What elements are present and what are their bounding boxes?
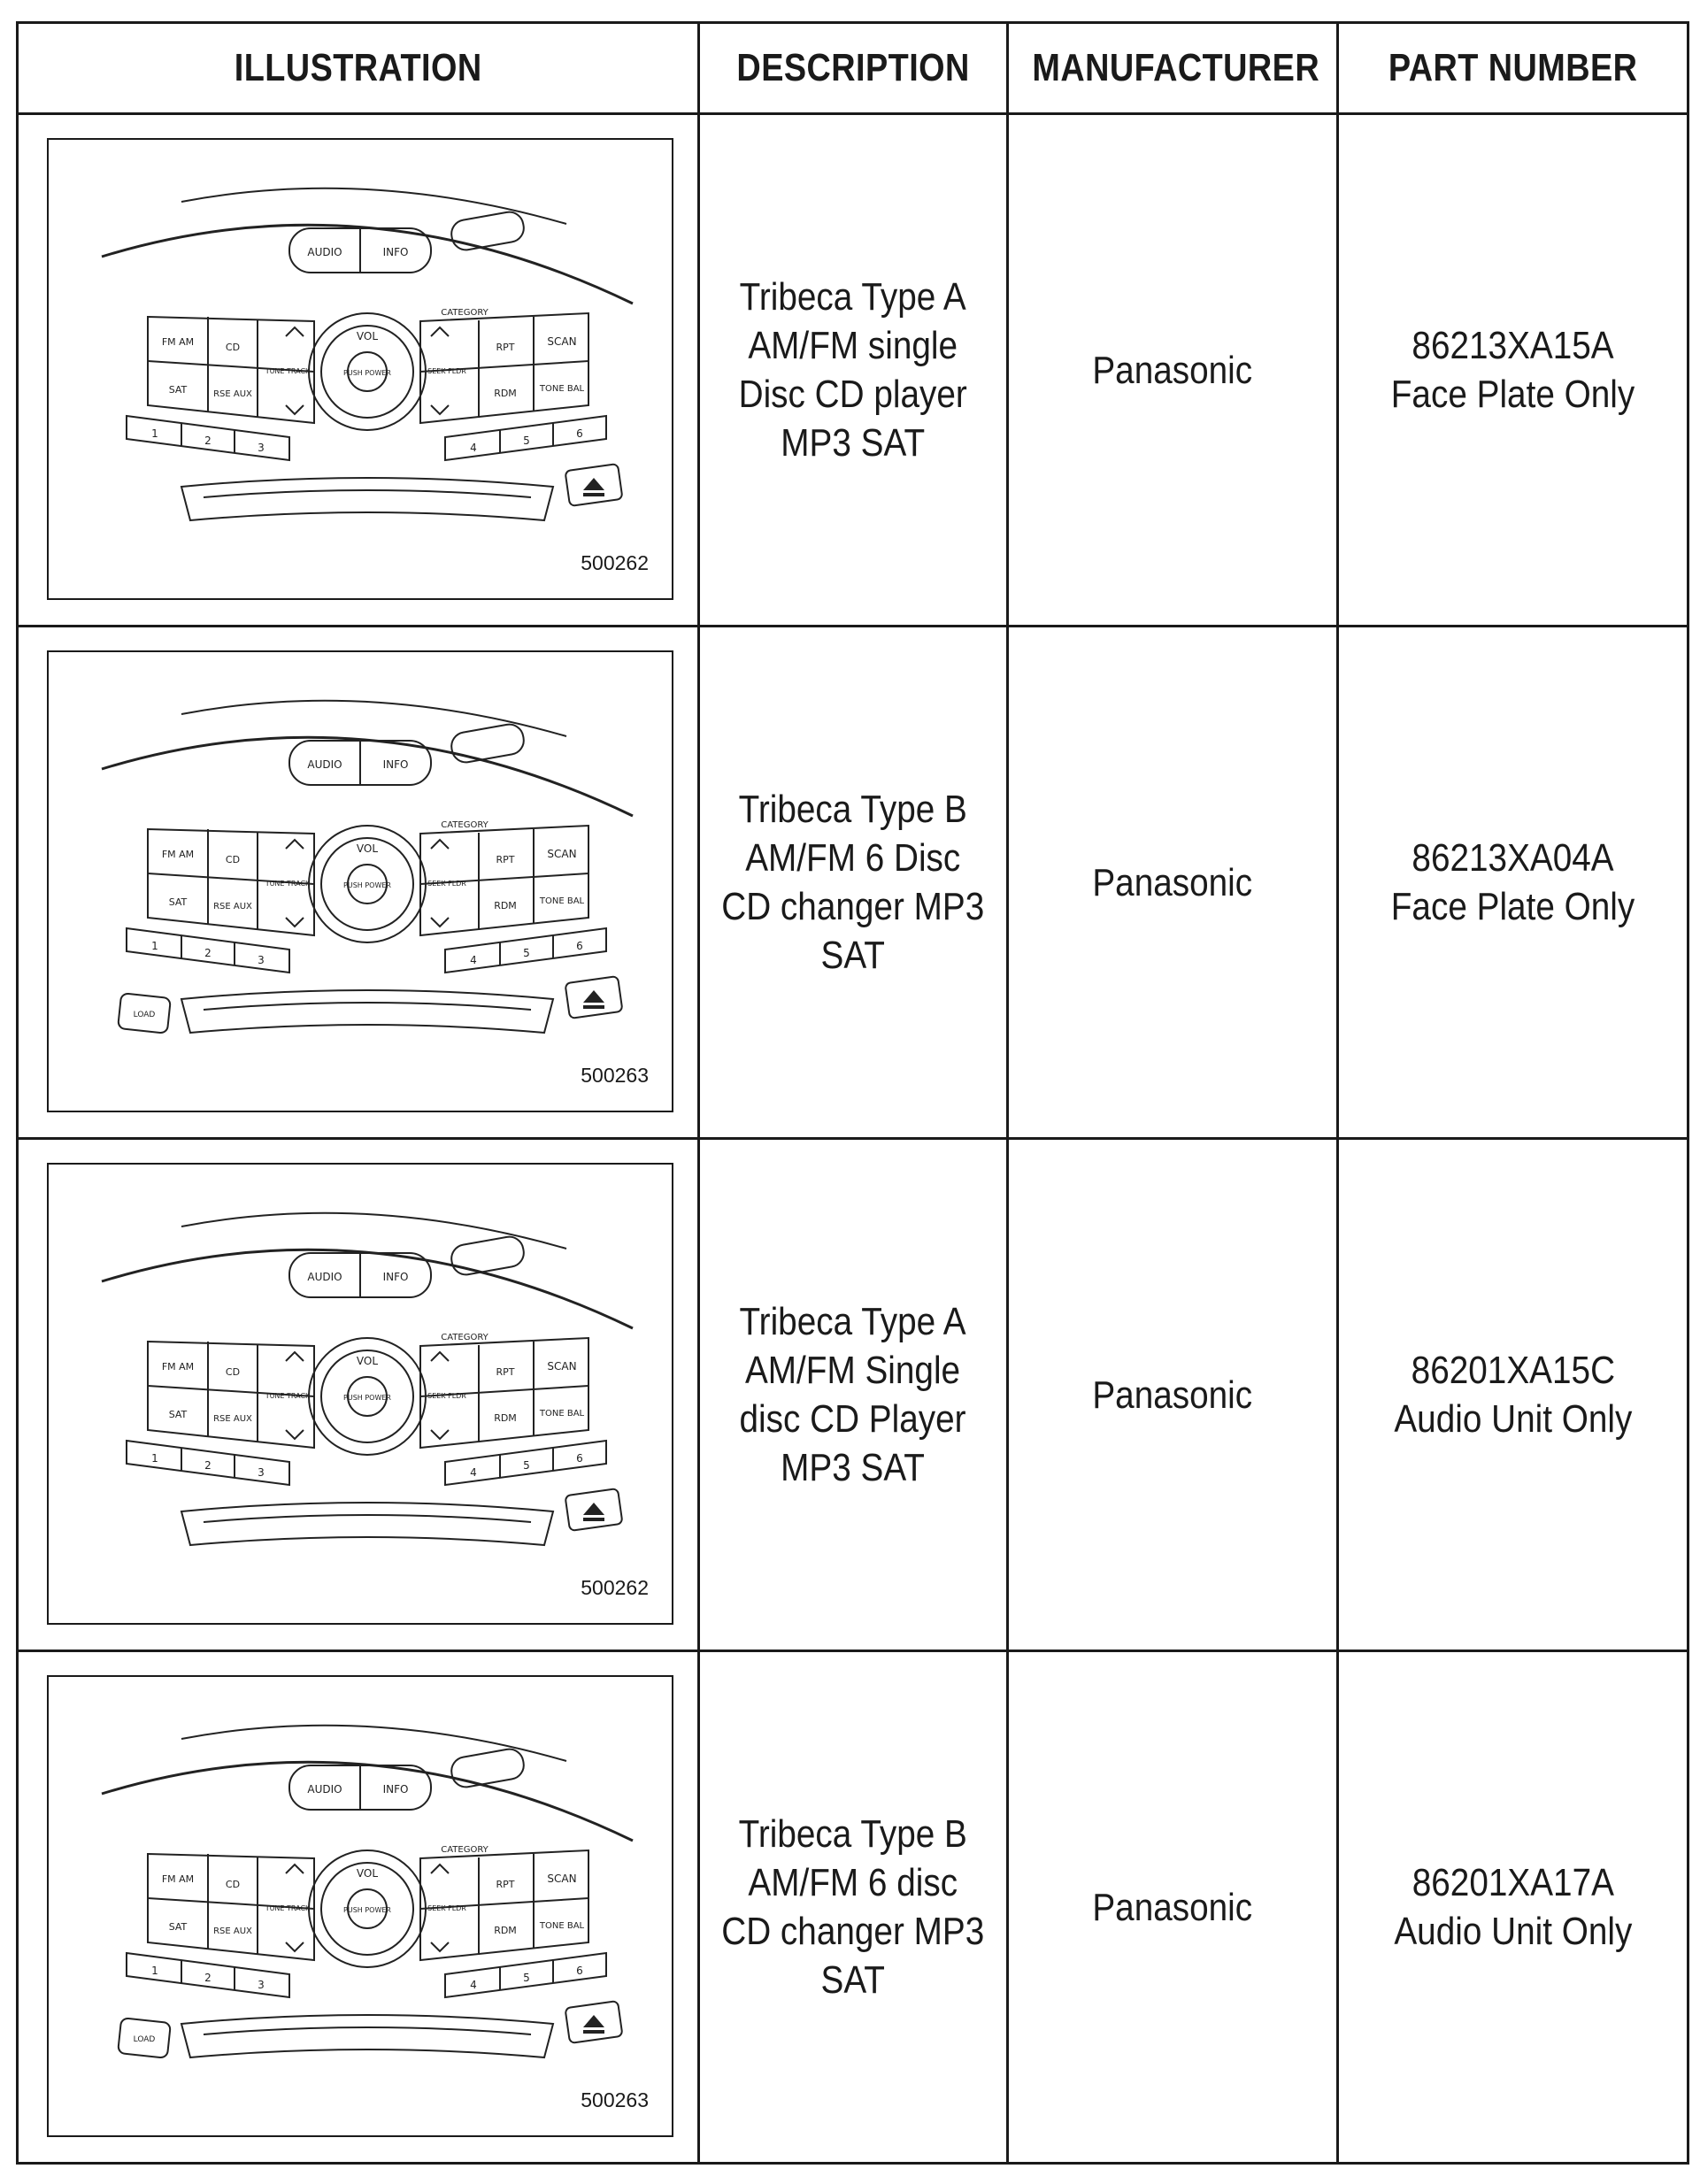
cd-button-label: CD (225, 1879, 241, 1890)
illustration-frame (47, 1675, 673, 2137)
scan-button-label: SCAN (547, 1360, 577, 1373)
push-power-label: PUSH POWER (343, 369, 391, 377)
description-line: CD changer MP3 (721, 1910, 985, 1953)
cd-button-label: CD (225, 1366, 241, 1378)
fm-am-button-label: FM AM (161, 1873, 195, 1885)
illustration-cell (18, 1651, 699, 2164)
category-label: CATEGORY (441, 308, 488, 318)
vol-label: VOL (356, 842, 379, 855)
rse-aux-button-label: RSE AUX (213, 389, 252, 399)
cd-button-label: CD (225, 854, 241, 865)
preset-2-label: 2 (204, 434, 212, 447)
description-line: AM/FM 6 Disc (745, 836, 961, 880)
category-label: CATEGORY (441, 1845, 488, 1855)
manufacturer-text: Panasonic (1092, 348, 1253, 392)
preset-1-label: 1 (151, 1965, 158, 1977)
description-line: AM/FM single (748, 324, 958, 367)
rse-aux-button-label: RSE AUX (213, 902, 252, 911)
preset-4-label: 4 (470, 954, 477, 966)
rpt-button-label: RPT (496, 854, 515, 865)
description-line: disc CD Player (739, 1397, 967, 1441)
preset-2-label: 2 (204, 947, 212, 959)
description-line: CD changer MP3 (721, 885, 985, 928)
audio-button-label: AUDIO (307, 1783, 342, 1796)
vol-label: VOL (356, 1867, 379, 1880)
header-illustration: ILLUSTRATION (18, 23, 699, 114)
push-power-label: PUSH POWER (343, 1906, 391, 1914)
preset-1-label: 1 (151, 940, 158, 952)
preset-4-label: 4 (470, 1466, 477, 1479)
info-button-label: INFO (382, 758, 409, 771)
tune-track-label: TUNE TRACK (265, 1904, 311, 1912)
preset-5-label: 5 (523, 1972, 530, 1984)
tune-track-label: TUNE TRACK (265, 880, 311, 888)
manufacturer-cell (1008, 114, 1338, 627)
header-manufacturer: MANUFACTURER (1008, 23, 1338, 114)
header-description: DESCRIPTION (699, 23, 1008, 114)
description-line: MP3 SAT (781, 421, 926, 465)
illustration-frame (47, 138, 673, 600)
radio-faceplate-illustration (49, 1677, 671, 2134)
preset-6-label: 6 (576, 940, 583, 952)
part-number: 86213XA04A (1412, 836, 1614, 880)
table-row (18, 1651, 1688, 2164)
scan-button-label: SCAN (547, 1873, 577, 1885)
part-number: 86213XA15A (1412, 324, 1614, 367)
description-line: Tribeca Type A (739, 275, 967, 319)
load-button-label: LOAD (133, 2035, 156, 2044)
part-number-cell (1338, 1651, 1688, 2164)
preset-6-label: 6 (576, 1452, 583, 1465)
preset-3-label: 3 (258, 442, 265, 454)
rdm-button-label: RDM (494, 388, 517, 399)
figure-number: 500262 (581, 551, 649, 574)
description-cell (699, 114, 1008, 627)
manufacturer-text: Panasonic (1092, 1373, 1253, 1417)
sat-button-label: SAT (168, 384, 188, 396)
preset-4-label: 4 (470, 1979, 477, 1991)
part-number-note: Face Plate Only (1390, 885, 1635, 928)
header-part-number: PART NUMBER (1338, 23, 1688, 114)
vol-label: VOL (356, 330, 379, 342)
fm-am-button-label: FM AM (161, 849, 195, 860)
header-row (18, 23, 1688, 114)
tune-track-label: TUNE TRACK (265, 1392, 311, 1400)
manufacturer-text: Panasonic (1092, 860, 1253, 904)
figure-number: 500263 (581, 1064, 649, 1087)
rdm-button-label: RDM (494, 1412, 517, 1424)
radio-faceplate-illustration: AUDIO INFO CATEGORY FM AM CD SAT RSE AUX TUNE TRACK SEEK FLDR VOL PUSH POWER RPT SCAN RDM TONE BAL 1 2 3 4 5 6 LOAD (49, 1165, 671, 1622)
preset-2-label: 2 (204, 1459, 212, 1472)
description-line: SAT (820, 934, 886, 977)
figure-number: 500262 (581, 1576, 649, 1599)
load-button-group (118, 993, 171, 1034)
info-button-label: INFO (382, 1271, 409, 1283)
manufacturer-text: Panasonic (1092, 1885, 1253, 1929)
tone-bal-button-label: TONE BAL (539, 896, 585, 906)
preset-6-label: 6 (576, 427, 583, 440)
sat-button-label: SAT (168, 1921, 188, 1933)
radio-faceplate-illustration (49, 652, 671, 1110)
category-label: CATEGORY (441, 820, 488, 830)
illustration-frame (47, 650, 673, 1112)
info-button-label: INFO (382, 1783, 409, 1796)
part-number-note: Face Plate Only (1390, 373, 1635, 416)
preset-1-label: 1 (151, 1452, 158, 1465)
preset-5-label: 5 (523, 1459, 530, 1472)
parts-table (16, 21, 1689, 2165)
tone-bal-button-label: TONE BAL (539, 1409, 585, 1419)
illustration-cell (18, 1139, 699, 1651)
scan-button-label: SCAN (547, 335, 577, 348)
description-cell (699, 1651, 1008, 2164)
table-body (18, 114, 1688, 2164)
manufacturer-cell (1008, 1651, 1338, 2164)
seek-fldr-label: SEEK FLDR (427, 1904, 466, 1912)
preset-1-label: 1 (151, 427, 158, 440)
part-number-cell (1338, 1139, 1688, 1651)
vol-label: VOL (356, 1355, 379, 1367)
preset-6-label: 6 (576, 1965, 583, 1977)
description-line: SAT (820, 1958, 886, 2002)
load-button-label: LOAD (133, 1011, 156, 1019)
fm-am-button-label: FM AM (161, 336, 195, 348)
description-line: Tribeca Type B (738, 788, 968, 831)
part-number-note: Audio Unit Only (1393, 1397, 1633, 1441)
manufacturer-cell (1008, 1139, 1338, 1651)
description-line: AM/FM Single (745, 1349, 961, 1392)
load-button-group (118, 2018, 171, 2058)
description-line: Disc CD player (738, 373, 968, 416)
audio-button-label: AUDIO (307, 1271, 342, 1283)
preset-5-label: 5 (523, 434, 530, 447)
push-power-label: PUSH POWER (343, 881, 391, 889)
cd-button-label: CD (225, 342, 241, 353)
tone-bal-button-label: TONE BAL (539, 1921, 585, 1931)
seek-fldr-label: SEEK FLDR (427, 1392, 466, 1400)
scan-button-label: SCAN (547, 848, 577, 860)
preset-4-label: 4 (470, 442, 477, 454)
sat-button-label: SAT (168, 896, 188, 908)
rpt-button-label: RPT (496, 1879, 515, 1890)
preset-3-label: 3 (258, 1466, 265, 1479)
preset-5-label: 5 (523, 947, 530, 959)
preset-2-label: 2 (204, 1972, 212, 1984)
rpt-button-label: RPT (496, 1366, 515, 1378)
table-row (18, 627, 1688, 1139)
description-line: Tribeca Type A (739, 1300, 967, 1343)
preset-3-label: 3 (258, 954, 265, 966)
preset-3-label: 3 (258, 1979, 265, 1991)
seek-fldr-label: SEEK FLDR (427, 367, 466, 375)
part-number: 86201XA17A (1412, 1861, 1614, 1904)
category-label: CATEGORY (441, 1333, 488, 1342)
description-line: Tribeca Type B (738, 1812, 968, 1856)
table-row (18, 114, 1688, 627)
description-line: AM/FM 6 disc (748, 1861, 958, 1904)
part-number-cell (1338, 114, 1688, 627)
info-button-label: INFO (382, 246, 409, 258)
description-line: MP3 SAT (781, 1446, 926, 1489)
rdm-button-label: RDM (494, 1925, 517, 1936)
rpt-button-label: RPT (496, 342, 515, 353)
seek-fldr-label: SEEK FLDR (427, 880, 466, 888)
tone-bal-button-label: TONE BAL (539, 384, 585, 394)
tune-track-label: TUNE TRACK (265, 367, 311, 375)
table-row (18, 1139, 1688, 1651)
audio-button-label: AUDIO (307, 246, 342, 258)
push-power-label: PUSH POWER (343, 1394, 391, 1402)
part-number: 86201XA15C (1411, 1349, 1615, 1392)
manufacturer-cell (1008, 627, 1338, 1139)
description-cell (699, 1139, 1008, 1651)
part-number-cell (1338, 627, 1688, 1139)
illustration-cell (18, 114, 699, 627)
audio-button-label: AUDIO (307, 758, 342, 771)
rse-aux-button-label: RSE AUX (213, 1926, 252, 1936)
illustration-cell (18, 627, 699, 1139)
part-number-note: Audio Unit Only (1393, 1910, 1633, 1953)
illustration-frame (47, 1163, 673, 1625)
fm-am-button-label: FM AM (161, 1361, 195, 1373)
sat-button-label: SAT (168, 1409, 188, 1420)
description-cell (699, 627, 1008, 1139)
rdm-button-label: RDM (494, 900, 517, 911)
figure-number: 500263 (581, 2088, 649, 2111)
rse-aux-button-label: RSE AUX (213, 1414, 252, 1424)
radio-faceplate-illustration: AUDIO INFO CATEGORY FM AM CD SAT RSE AUX TUNE TRACK SEEK FLDR VOL PUSH POWER RPT SCAN RDM TONE BAL 1 2 3 4 5 6 LOAD (49, 140, 671, 597)
